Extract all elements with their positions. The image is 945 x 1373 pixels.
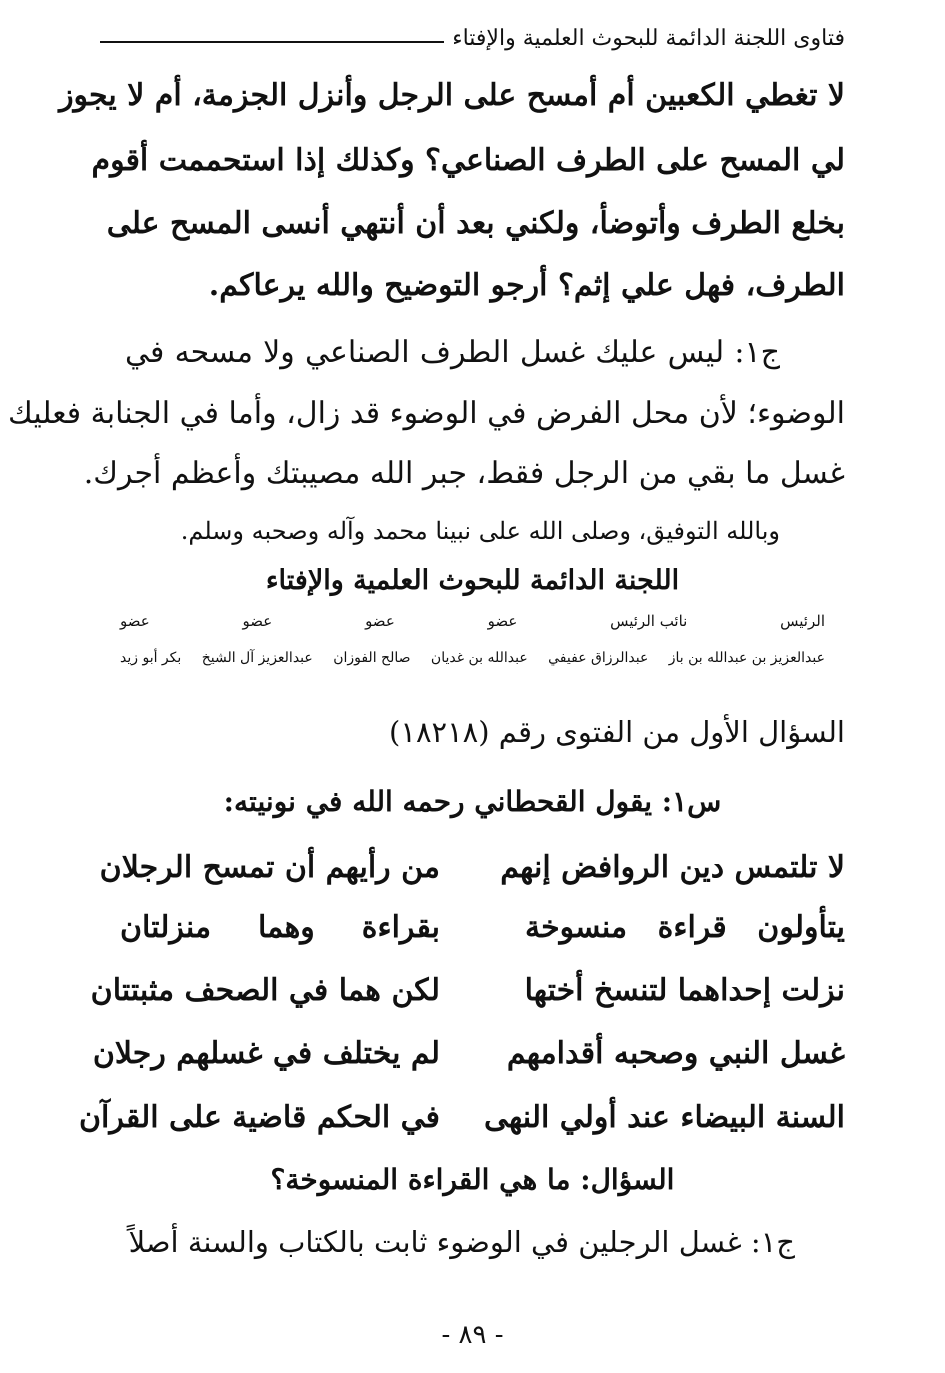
question-line: لي المسح على الطرف الصناعي؟ وكذلك إذا استحممت أقوم	[91, 143, 845, 178]
signatory-name: عبدالعزيز بن عبدالله بن باز	[668, 650, 825, 666]
signatory-role: عضو	[120, 612, 150, 630]
running-header	[100, 18, 845, 58]
answer-line: الوضوء؛ لأن محل الفرض في الوضوء قد زال، وأما في الجنابة فعليك	[8, 396, 845, 431]
poem-second-hemistich: لكن هما في الصحف مثبتتان	[90, 973, 440, 1008]
poem-first-hemistich: غسل النبي وصحبه أقدامهم	[506, 1036, 845, 1071]
question-line: الطرف، فهل علي إثم؟ أرجو التوضيح والله يرعاكم.	[208, 268, 845, 303]
closing-formula: وبالله التوفيق، وصلى الله على نبينا محمد وآله وصحبه وسلم.	[180, 517, 780, 545]
committee-title: اللجنة الدائمة للبحوث العلمية والإفتاء	[265, 565, 680, 596]
poem-second-hemistich: بقراءة وهما منزلتان	[120, 910, 440, 945]
poem-first-hemistich: نزلت إحداهما لتنسخ أختها	[524, 973, 845, 1008]
poem-verse	[92, 1036, 845, 1071]
answer-line: ج١: غسل الرجلين في الوضوء ثابت بالكتاب والسنة أصلاً	[128, 1225, 795, 1259]
answer-line: ج١: ليس عليك غسل الطرف الصناعي ولا مسحه في	[125, 335, 780, 370]
poem-second-hemistich: لم يختلف في غسلهم رجلان	[92, 1036, 440, 1071]
question-heading: السؤال: ما هي القراءة المنسوخة؟	[270, 1163, 675, 1196]
page-number: - ٨٩ -	[441, 1320, 504, 1350]
signatory-name: عبدالله بن غديان	[430, 650, 528, 666]
signatory-role: عضو	[365, 612, 395, 630]
poem-first-hemistich: السنة البيضاء عند أولي النهى	[483, 1100, 845, 1135]
header-rule	[100, 41, 444, 43]
answer-line: غسل ما بقي من الرجل فقط، جبر الله مصيبتك وأعظم أجرك.	[83, 456, 845, 491]
poem-verse	[90, 973, 845, 1008]
fatwa-heading: السؤال الأول من الفتوى رقم (١٨٢١٨)	[389, 715, 845, 749]
poem-first-hemistich: لا تلتمس دين الروافض إنهم	[500, 850, 845, 885]
poem-second-hemistich: من رأيهم أن تمسح الرجلان	[99, 850, 440, 885]
header-title: فتاوى اللجنة الدائمة للبحوث العلمية والإفتاء	[452, 25, 845, 51]
signatory-role: عضو	[487, 612, 518, 630]
signatory-name: صالح الفوزان	[333, 650, 411, 666]
signatory-role: نائب الرئيس	[610, 612, 688, 630]
poem-second-hemistich: في الحكم قاضية على القرآن	[79, 1100, 440, 1135]
signatory-roles	[120, 612, 825, 630]
signatory-role: عضو	[242, 612, 273, 630]
poem-first-hemistich: يتأولون قراءة منسوخة	[525, 910, 845, 945]
signatory-name: عبدالعزيز آل الشيخ	[201, 650, 313, 666]
signatory-name: عبدالرزاق عفيفي	[548, 650, 649, 666]
question-line: بخلع الطرف وأتوضأ، ولكني بعد أن أنتهي أنسى المسح على	[106, 206, 845, 241]
poem-verse	[99, 850, 845, 885]
poem-verse	[79, 1100, 845, 1135]
question-intro: س١: يقول القحطاني رحمه الله في نونيته:	[223, 785, 722, 818]
signatory-role: الرئيس	[780, 612, 825, 630]
poem-verse	[120, 910, 845, 945]
question-line: لا تغطي الكعبين أم أمسح على الرجل وأنزل الجزمة، أم لا يجوز	[59, 78, 845, 113]
signatory-name: بكر أبو زيد	[120, 650, 182, 666]
signatory-names	[120, 650, 825, 666]
